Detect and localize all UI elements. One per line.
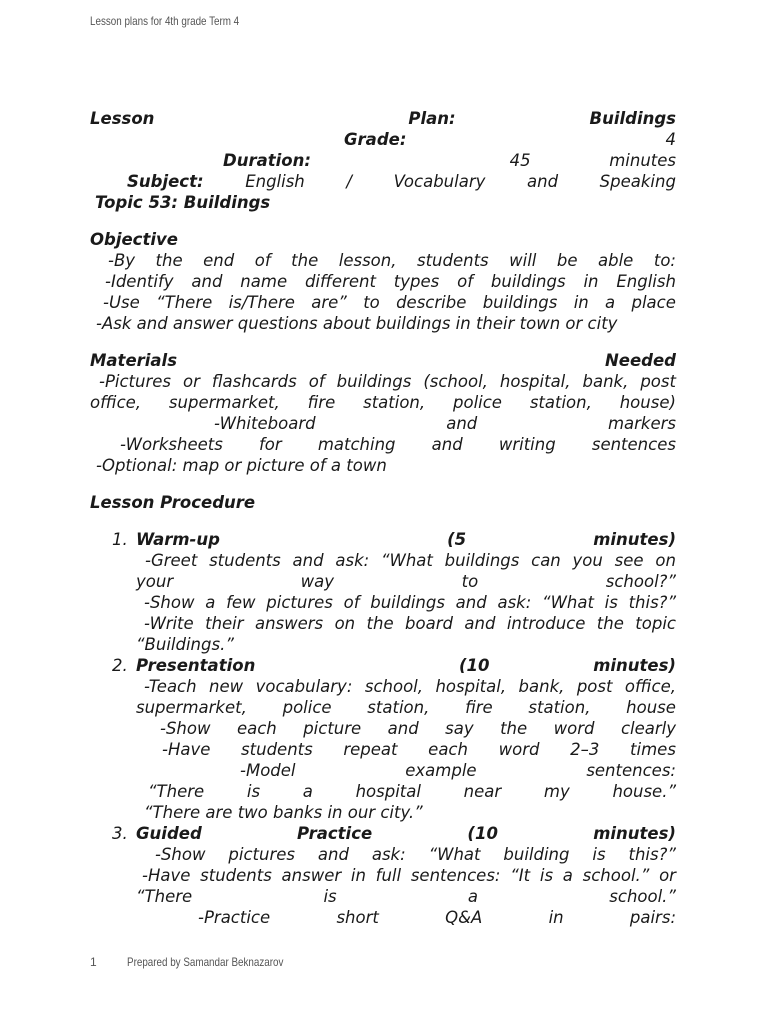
objective-line-2: [90, 271, 676, 292]
objective-heading: [90, 229, 676, 250]
word: topic: [635, 614, 676, 633]
word: the: [500, 719, 528, 738]
word: vocabulary:: [255, 677, 353, 696]
word: able: [598, 251, 634, 270]
word: a: [205, 593, 216, 612]
word: the: [291, 251, 319, 270]
word: clearly: [620, 719, 676, 738]
step-2-line-6: [90, 781, 676, 802]
step-text: “There are two banks in our city.”: [144, 803, 423, 822]
word: ask:: [335, 551, 370, 570]
word: place: [631, 293, 676, 312]
word: Warm-up: [136, 530, 220, 549]
word: and: [387, 719, 419, 738]
word: “What: [380, 551, 433, 570]
word: flashcards: [211, 372, 297, 391]
word: can: [531, 551, 561, 570]
word: of: [457, 272, 474, 291]
word: school.”: [609, 887, 676, 906]
word: or: [659, 866, 676, 885]
word: on: [655, 551, 676, 570]
word: fire: [307, 393, 336, 412]
word: buildings: [370, 593, 445, 612]
word: repeat: [343, 740, 398, 759]
word: station,: [363, 393, 426, 412]
word: police: [453, 393, 502, 412]
word: is: [539, 866, 554, 885]
word: buildings: [444, 551, 520, 570]
word: hospital,: [499, 372, 571, 391]
word: sentences:: [586, 761, 676, 780]
word: school.”: [582, 866, 650, 885]
word: be: [556, 251, 578, 270]
word: for: [258, 435, 282, 454]
word: pairs:: [629, 908, 676, 927]
word: full: [375, 866, 402, 885]
word: say: [445, 719, 474, 738]
word: of: [254, 251, 271, 270]
running-header: Lesson plans for 4th grade Term 4: [90, 14, 240, 28]
word: building: [503, 845, 570, 864]
word: times: [630, 740, 676, 759]
word: school,: [364, 677, 423, 696]
section-heading: Objective: [90, 230, 178, 249]
objective-line-1: [90, 250, 676, 271]
word: students: [200, 866, 272, 885]
word: a: [605, 293, 616, 312]
word: short: [336, 908, 379, 927]
word: of: [308, 372, 325, 391]
word: -Pictures: [99, 372, 172, 391]
word: will: [509, 251, 537, 270]
word: each: [428, 740, 468, 759]
materials-heading: [90, 350, 676, 371]
word: “There: [156, 293, 213, 312]
title-word: Speaking: [599, 172, 676, 191]
word: near: [463, 782, 502, 801]
title-word: 4: [665, 130, 676, 149]
word: Q&A: [445, 908, 483, 927]
word: each: [236, 719, 277, 738]
step-3-line-2: [90, 865, 676, 886]
word: answer: [281, 866, 342, 885]
step-2-line-5: [90, 760, 676, 781]
word: ask:: [497, 593, 532, 612]
word: house.”: [612, 782, 676, 801]
objective-line-4: [90, 313, 676, 334]
word: “It: [510, 866, 531, 885]
word: is: [592, 845, 606, 864]
word: markers: [607, 414, 676, 433]
word: -Teach: [144, 677, 197, 696]
word: in: [350, 866, 366, 885]
word: and: [431, 435, 463, 454]
word: way: [300, 572, 335, 591]
word: -Worksheets: [120, 435, 223, 454]
word: on: [334, 614, 356, 633]
word: “There: [148, 782, 205, 801]
word: school?”: [605, 572, 676, 591]
objective-line-3: [90, 292, 676, 313]
word: Presentation: [136, 656, 256, 675]
word: name: [240, 272, 288, 291]
word: matching: [317, 435, 396, 454]
word: -Greet: [145, 551, 198, 570]
word: office,: [624, 677, 676, 696]
word: -Have: [142, 866, 191, 885]
word: supermarket,: [168, 393, 280, 412]
step-1-line-4: [90, 613, 676, 634]
word: and: [191, 272, 223, 291]
word: the: [366, 614, 394, 633]
step-3-line-4: [90, 907, 676, 928]
title-word: Lesson: [90, 109, 155, 128]
word: “What: [428, 845, 481, 864]
word: (5: [447, 530, 467, 549]
word: pictures: [266, 593, 333, 612]
word: word: [498, 740, 540, 759]
word: “There: [136, 887, 193, 906]
word: bank,: [518, 677, 565, 696]
step-1-line-5: [90, 634, 676, 655]
word: post: [640, 372, 676, 391]
word: to:: [653, 251, 676, 270]
word: types: [393, 272, 440, 291]
word: station,: [529, 393, 592, 412]
topic-line: [90, 192, 676, 213]
title-row-3: [90, 150, 676, 171]
title-word: Plan:: [408, 109, 456, 128]
step-3-line-3: [90, 886, 676, 907]
word: (10: [459, 656, 490, 675]
word: is: [323, 887, 337, 906]
word: word: [553, 719, 595, 738]
title-word: and: [527, 172, 559, 191]
materials-line-5: [90, 455, 676, 476]
word: example: [405, 761, 477, 780]
word: -Model: [240, 761, 296, 780]
materials-line-4: [90, 434, 676, 455]
title-word: /: [346, 172, 352, 191]
word: the: [596, 614, 624, 633]
title-word: Buildings: [589, 109, 676, 128]
word: picture: [303, 719, 362, 738]
section-heading: Materials: [90, 351, 178, 370]
word: a: [562, 866, 573, 885]
materials-line-2: [90, 392, 676, 413]
title-row-1: [90, 108, 676, 129]
step-2-line-2: [90, 697, 676, 718]
word: a: [467, 887, 479, 906]
word: 2–3: [570, 740, 600, 759]
word: and: [317, 845, 349, 864]
step-1-line-2: [90, 571, 676, 592]
step-number: 1.: [112, 530, 128, 549]
word: bank,: [582, 372, 629, 391]
word: and: [455, 593, 487, 612]
word: buildings: [490, 272, 566, 291]
word: house: [626, 698, 676, 717]
materials-text: -Optional: map or picture of a town: [96, 456, 387, 475]
word: my: [543, 782, 570, 801]
step-text: “Buildings.”: [136, 635, 234, 654]
word: supermarket,: [136, 698, 247, 717]
word: fire: [465, 698, 493, 717]
title-word: Subject:: [127, 172, 204, 191]
word: to: [363, 293, 380, 312]
objective-text: -Ask and answer questions about buildings in their town or city: [96, 314, 618, 333]
word: -By: [108, 251, 136, 270]
title-word: minutes: [609, 151, 676, 170]
word: and: [446, 414, 478, 433]
word: their: [205, 614, 244, 633]
word: students: [416, 251, 489, 270]
word: (10: [467, 824, 498, 843]
word: -Write: [144, 614, 194, 633]
word: to: [461, 572, 479, 591]
word: and: [292, 551, 324, 570]
title-word: 45: [509, 151, 531, 170]
materials-line-3: [90, 413, 676, 434]
word: buildings: [336, 372, 412, 391]
section-heading: Lesson Procedure: [90, 493, 256, 512]
word: new: [209, 677, 244, 696]
word: buildings: [482, 293, 558, 312]
word: lesson,: [338, 251, 397, 270]
page-number: 1: [90, 955, 97, 969]
word: of: [343, 593, 360, 612]
step-2-line-1: [90, 676, 676, 697]
materials-line-1: [90, 371, 676, 392]
word: pictures: [228, 845, 295, 864]
word: -Whiteboard: [214, 414, 316, 433]
word: Guided: [136, 824, 202, 843]
word: -Use: [103, 293, 140, 312]
title-word: Duration:: [223, 151, 311, 170]
step-3-line-1: [90, 844, 676, 865]
word: students: [209, 551, 281, 570]
word: -Identify: [105, 272, 174, 291]
title-word: Grade:: [344, 130, 407, 149]
word: introduce: [506, 614, 586, 633]
title-word: English: [245, 172, 305, 191]
word: minutes): [593, 530, 676, 549]
word: post: [576, 677, 613, 696]
step-number: 3.: [112, 824, 128, 843]
word: police: [282, 698, 332, 717]
word: house): [619, 393, 676, 412]
word: answers: [254, 614, 324, 633]
word: sentences: [591, 435, 676, 454]
word: is: [604, 593, 618, 612]
word: board: [405, 614, 453, 633]
word: “What: [542, 593, 594, 612]
word: sentences:: [410, 866, 501, 885]
word: this?”: [628, 845, 676, 864]
word: -Show: [160, 719, 211, 738]
procedure-heading: [90, 492, 676, 513]
word: end: [203, 251, 235, 270]
word: -Practice: [198, 908, 271, 927]
section-heading: Needed: [604, 351, 676, 370]
step-3-title: [90, 823, 676, 844]
step-number: 2.: [112, 656, 128, 675]
word: English: [616, 272, 676, 291]
word: you: [572, 551, 603, 570]
word: is: [246, 782, 261, 801]
word: is/There: [228, 293, 295, 312]
word: and: [464, 614, 496, 633]
word: few: [226, 593, 256, 612]
word: station,: [528, 698, 591, 717]
word: station,: [367, 698, 430, 717]
step-1-line-1: [90, 550, 676, 571]
word: ask:: [371, 845, 406, 864]
word: in: [583, 272, 599, 291]
word: in: [548, 908, 564, 927]
word: -Have: [162, 740, 211, 759]
step-2-line-7: [90, 802, 676, 823]
word: -Show: [144, 593, 195, 612]
topic-title: Topic 53: Buildings: [95, 193, 271, 212]
word: a: [302, 782, 313, 801]
step-2-line-3: [90, 718, 676, 739]
title-row-4: [90, 171, 676, 192]
word: minutes): [593, 824, 676, 843]
word: office,: [90, 393, 142, 412]
word: your: [136, 572, 174, 591]
word: (school,: [423, 372, 488, 391]
step-1-line-3: [90, 592, 676, 613]
step-2-line-4: [90, 739, 676, 760]
word: different: [304, 272, 376, 291]
title-row-2: [90, 129, 676, 150]
word: minutes): [593, 656, 676, 675]
word: writing: [498, 435, 556, 454]
prepared-by: Prepared by Samandar Beknazarov: [127, 955, 284, 969]
word: see: [614, 551, 644, 570]
step-2-title: [90, 655, 676, 676]
title-word: Vocabulary: [393, 172, 486, 191]
word: or: [183, 372, 200, 391]
lesson-plan-body: [90, 108, 676, 928]
word: hospital,: [435, 677, 507, 696]
word: Practice: [297, 824, 373, 843]
word: in: [573, 293, 589, 312]
word: describe: [396, 293, 467, 312]
word: hospital: [355, 782, 421, 801]
word: this?”: [628, 593, 676, 612]
word: -Show: [155, 845, 206, 864]
word: students: [241, 740, 313, 759]
word: are”: [311, 293, 347, 312]
word: the: [155, 251, 183, 270]
step-1-title: [90, 529, 676, 550]
